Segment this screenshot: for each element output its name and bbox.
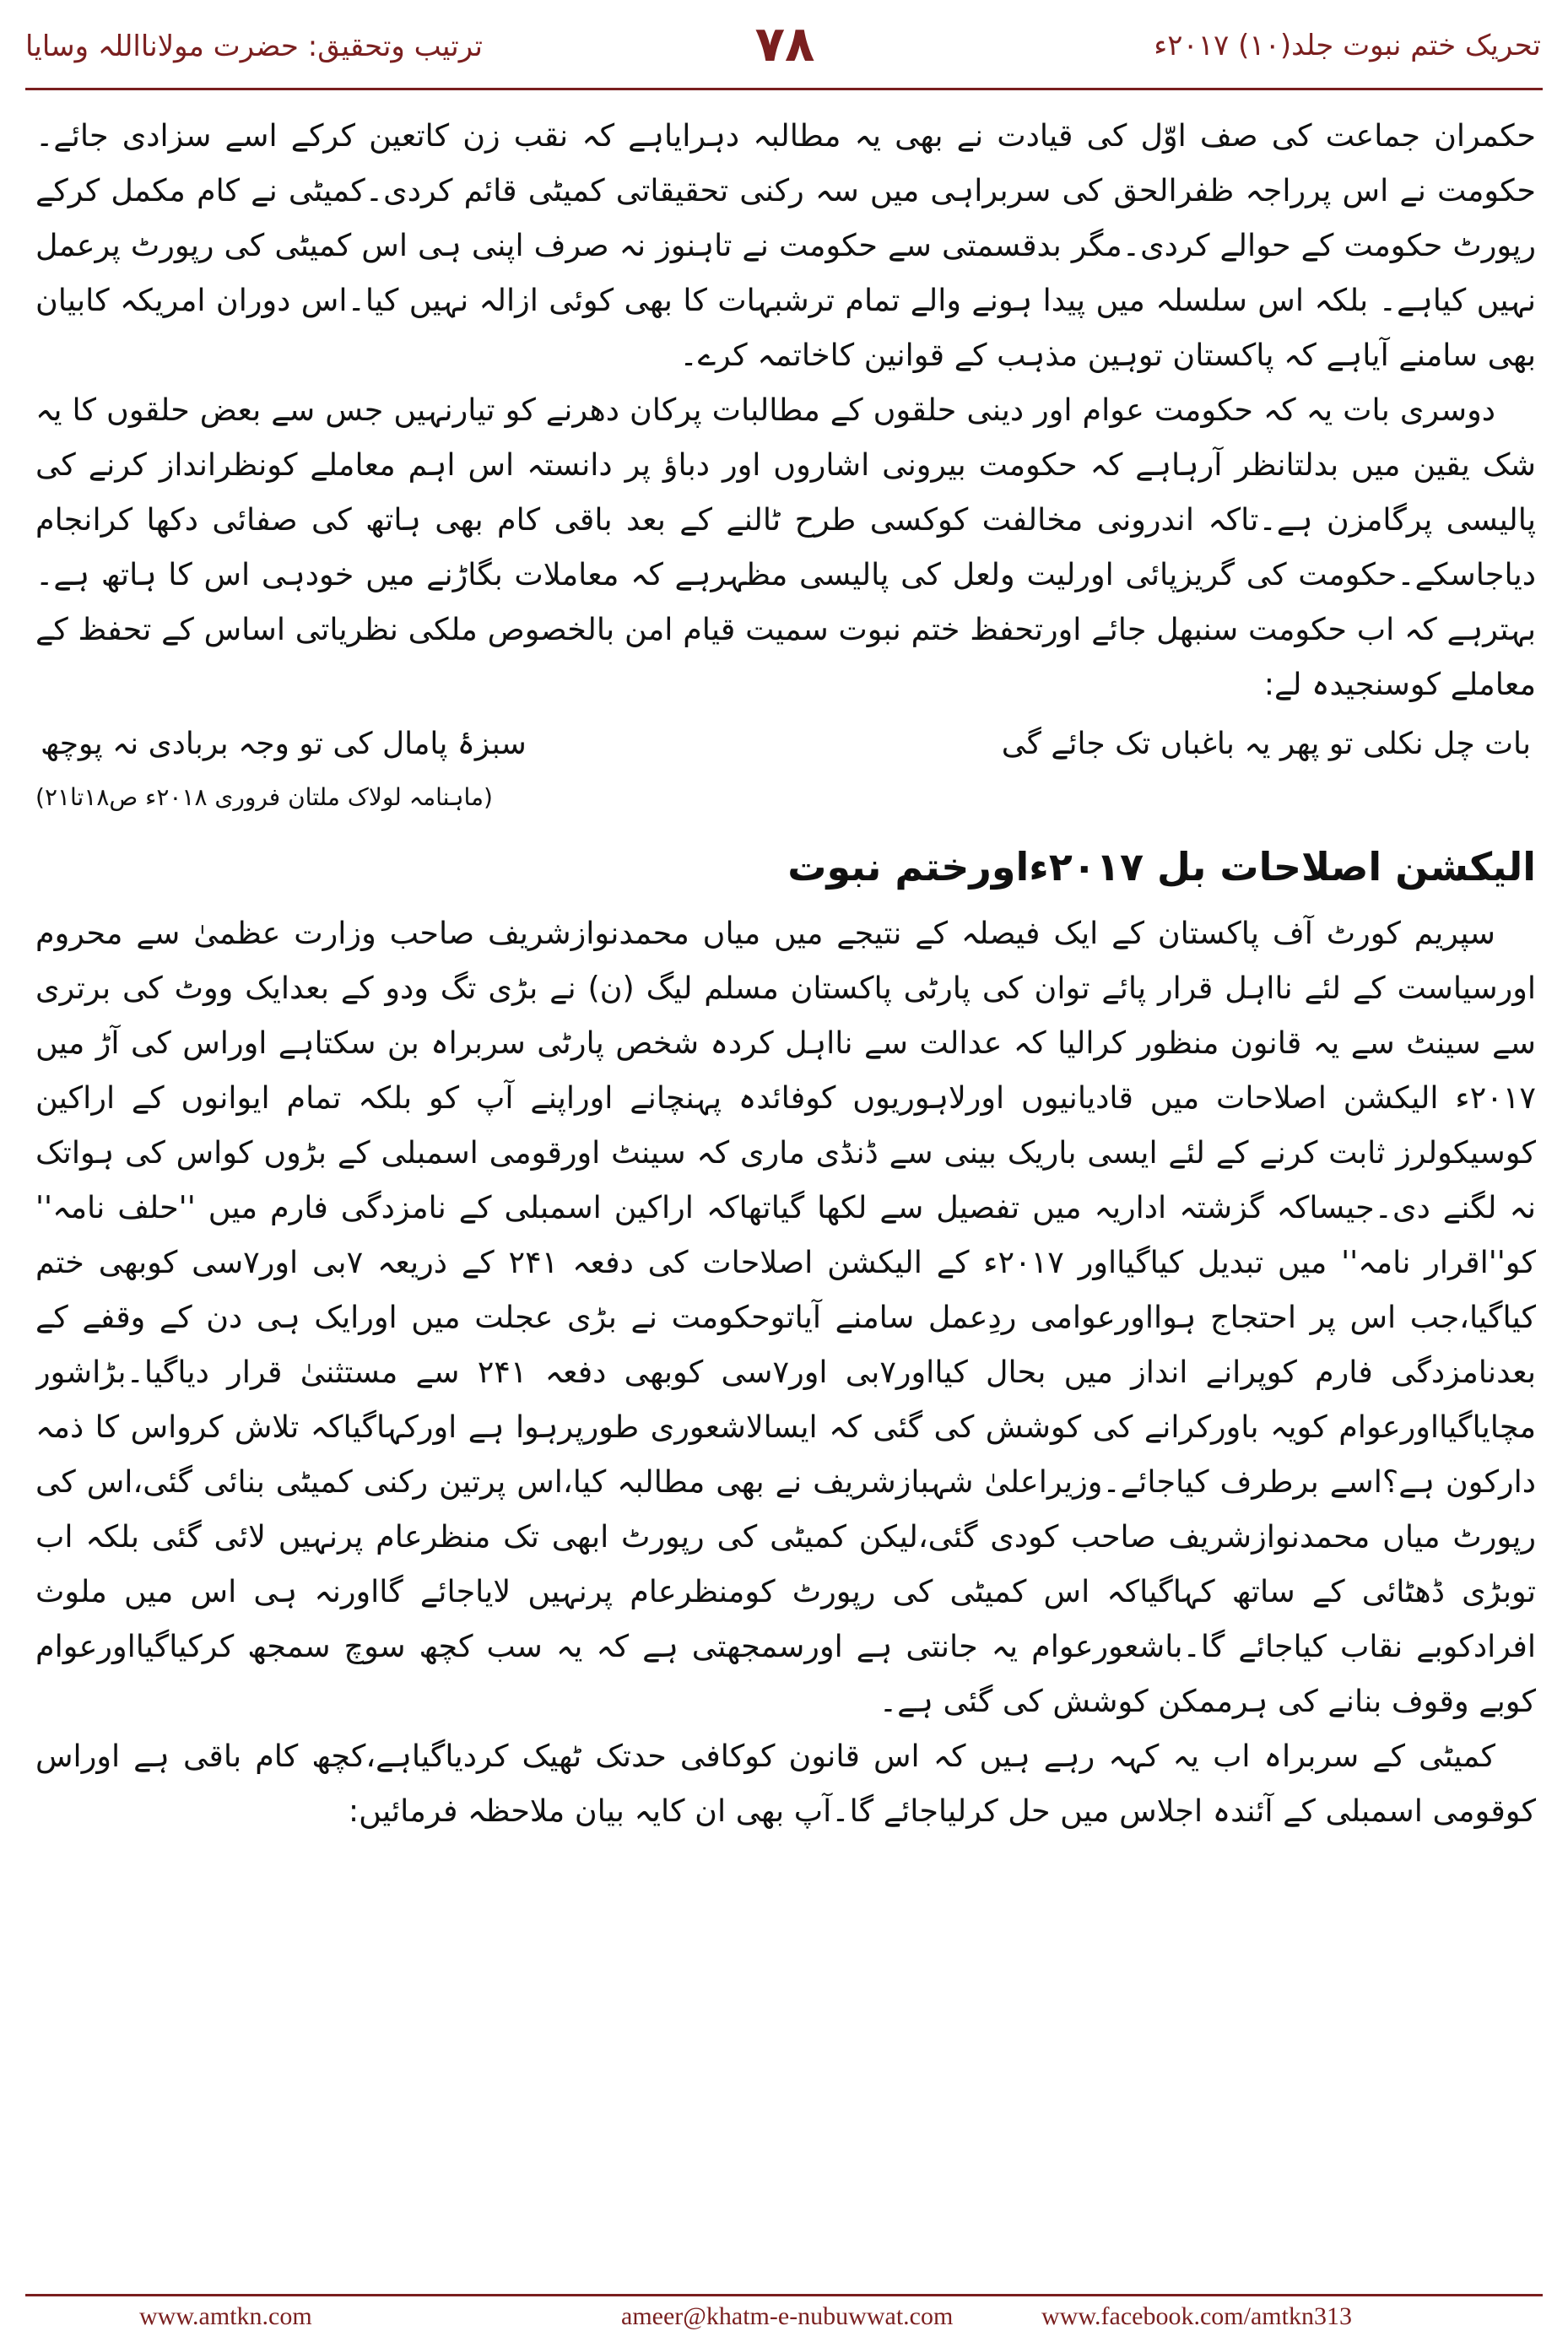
body-paragraph-2: دوسری بات یہ کہ حکومت عوام اور دینی حلقوں کے مطالبات پرکان دھرنے کو تیارنہیں جس سے بعض حلقوں کا یہ شک یقین میں بدلتانظر آرہاہے کہ حکومت بیرونی اشاروں اور دباؤ پر دانستہ اس اہم معاملے کونظرانداز کرنے کی پالیسی پرگامزن ہے۔تاکہ اندرونی مخالفت کوکسی طرح ٹالنے کے بعد باقی کام بھی ہاتھ کی صفائی دکھا کرانجام دیاجاسکے۔حکومت کی گریزپائی اورلیت ولعل کی پالیسی مظہرہے کہ معاملات بگاڑنے میں خودہی اس کا ہاتھ ہے۔بہترہے کہ اب حکومت سنبھل جائے اورتحفظ ختم نبوت سمیت قیام امن بالخصوص ملکی نظریاتی اساس کے تحفظ کے معاملے کوسنجیدہ لے: (35, 392, 1536, 702)
couplet-first-line: بات چل نکلی تو پھر یہ باغباں تک جائے گی (1001, 727, 1531, 761)
source-citation-text: (ماہنامہ لولاک ملتان فروری ۲۰۱۸ء ص۱۸تا۲۱) (35, 783, 493, 811)
page-header (0, 0, 1568, 93)
footer-divider (25, 2294, 1543, 2296)
source-citation (35, 774, 1536, 821)
page-body (35, 108, 1536, 2235)
book-title: تحریک ختم نبوت جلد(۱۰) ۲۰۱۷ء (1154, 29, 1541, 62)
body-paragraph-3: سپریم کورٹ آف پاکستان کے ایک فیصلہ کے نتیجے میں میاں محمدنوازشریف صاحب وزارت عظمیٰ سے محروم اورسیاست کے لئے نااہل قرار پائے توان کی پارٹی پاکستان مسلم لیگ (ن) نے بڑی تگ ودو کے بعدایک ووٹ کی برتری سے سینٹ سے یہ قانون منظور کرالیا کہ عدالت سے نااہل کردہ شخص پارٹی سربراہ بن سکتاہے اوراس کی آڑ میں ۲۰۱۷ء الیکشن اصلاحات میں قادیانیوں اورلاہوریوں کوفائدہ پہنچانے اوراپنے آپ کو بلکہ تمام ایوانوں کے اراکین کوسیکولرز ثابت کرنے کے لئے ایسی باریک بینی سے ڈنڈی ماری کہ سینٹ اورقومی اسمبلی کے بڑوں کواس کی ہواتک نہ لگنے دی۔جیساکہ گزشتہ اداریہ میں تفصیل سے لکھا گیاتھاکہ اراکین اسمبلی کے نامزدگی فارم میں ''حلف نامہ'' کو''اقرار نامہ'' میں تبدیل کیاگیااور ۲۰۱۷ء کے الیکشن اصلاحات کی دفعہ ۲۴۱ کے ذریعہ ۷بی اور۷سی کوبھی ختم کیاگیا،جب اس پر احتجاج ہوااورعوامی ردِعمل سامنے آیاتوحکومت نے بڑی عجلت میں اورایک ہی دن کے وقفے کے بعدنامزدگی فارم کوپرانے انداز میں بحال کیااور۷بی اور۷سی کوبھی دفعہ ۲۴۱ سے مستثنیٰ قرار دیاگیا۔بڑاشور مچایاگیااورعوام کویہ باورکرانے کی کوشش کی گئی کہ ایسالاشعوری طورپرہوا ہے اورکہاگیاکہ تلاش کرواس کا ذمہ دارکون ہے؟اسے برطرف کیاجائے۔وزیراعلیٰ شہبازشریف نے بھی مطالبہ کیا،اس پرتین رکنی کمیٹی بنائی گئی،اس کی رپورٹ میاں محمدنوازشریف صاحب کودی گئی،لیکن کمیٹی کی رپورٹ ابھی تک منظرعام پرنہیں لائی گئی بلکہ اب توبڑی ڈھٹائی کے ساتھ کہاگیاکہ اس کمیٹی کی رپورٹ کومنظرعام پرنہیں لایاجائے گااورنہ ہی اس میں ملوث افرادکوبے نقاب کیاجائے گا۔باشعورعوام یہ جانتی ہے اورسمجھتی ہے کہ یہ سب کچھ سوچ سمجھ کرکیاگیااورعوام کوبے وقوف بنانے کی ہرممکن کوشش کی گئی ہے۔ (35, 915, 1536, 1719)
footer-website-link[interactable]: www.amtkn.com (139, 2302, 312, 2330)
compiler-credit: ترتیب وتحقیق: حضرت مولانااللہ وسایا (25, 30, 483, 63)
body-paragraph-1: حکمران جماعت کی صف اوّل کی قیادت نے بھی یہ مطالبہ دہرایاہے کہ نقب زن کاتعین کرکے اسے سزادی جائے۔حکومت نے اس پرراجہ ظفرالحق کی سربراہی میں سہ رکنی تحقیقاتی کمیٹی قائم کردی۔کمیٹی نے کام مکمل کرکے رپورٹ حکومت کے حوالے کردی۔مگر بدقسمتی سے حکومت نے تاہنوز نہ صرف اپنی ہی اس کمیٹی کی رپورٹ پرعمل نہیں کیاہے۔ بلکہ اس سلسلہ میں پیدا ہونے والے تمام ترشبہات کا بھی کوئی ازالہ نہیں کیا۔اس دوران امریکہ کابیان بھی سامنے آیاہے کہ پاکستان توہین مذہب کے قوانین کاخاتمہ کرے۔ (35, 117, 1536, 373)
section-heading: الیکشن اصلاحات بل ۲۰۱۷ءاورختم نبوت (787, 844, 1536, 890)
footer-email-link[interactable]: ameer@khatm-e-nubuwwat.com (621, 2302, 954, 2330)
body-paragraph-4: کمیٹی کے سربراہ اب یہ کہہ رہے ہیں کہ اس قانون کوکافی حدتک ٹھیک کردیاگیاہے،کچھ کام باقی ہے اوراس کوقومی اسمبلی کے آئندہ اجلاس میں حل کرلیاجائے گا۔آپ بھی ان کایہ بیان ملاحظہ فرمائیں: (35, 1738, 1536, 1829)
header-divider (25, 88, 1543, 90)
footer-facebook-link[interactable]: www.facebook.com/amtkn313 (1041, 2302, 1352, 2330)
poetry-couplet (35, 715, 1536, 774)
page-footer (0, 2301, 1568, 2334)
page-number: ۷۸ (754, 15, 815, 73)
couplet-second-line: سبزۂ پامال کی تو وجہ بربادی نہ پوچھ (41, 727, 527, 761)
